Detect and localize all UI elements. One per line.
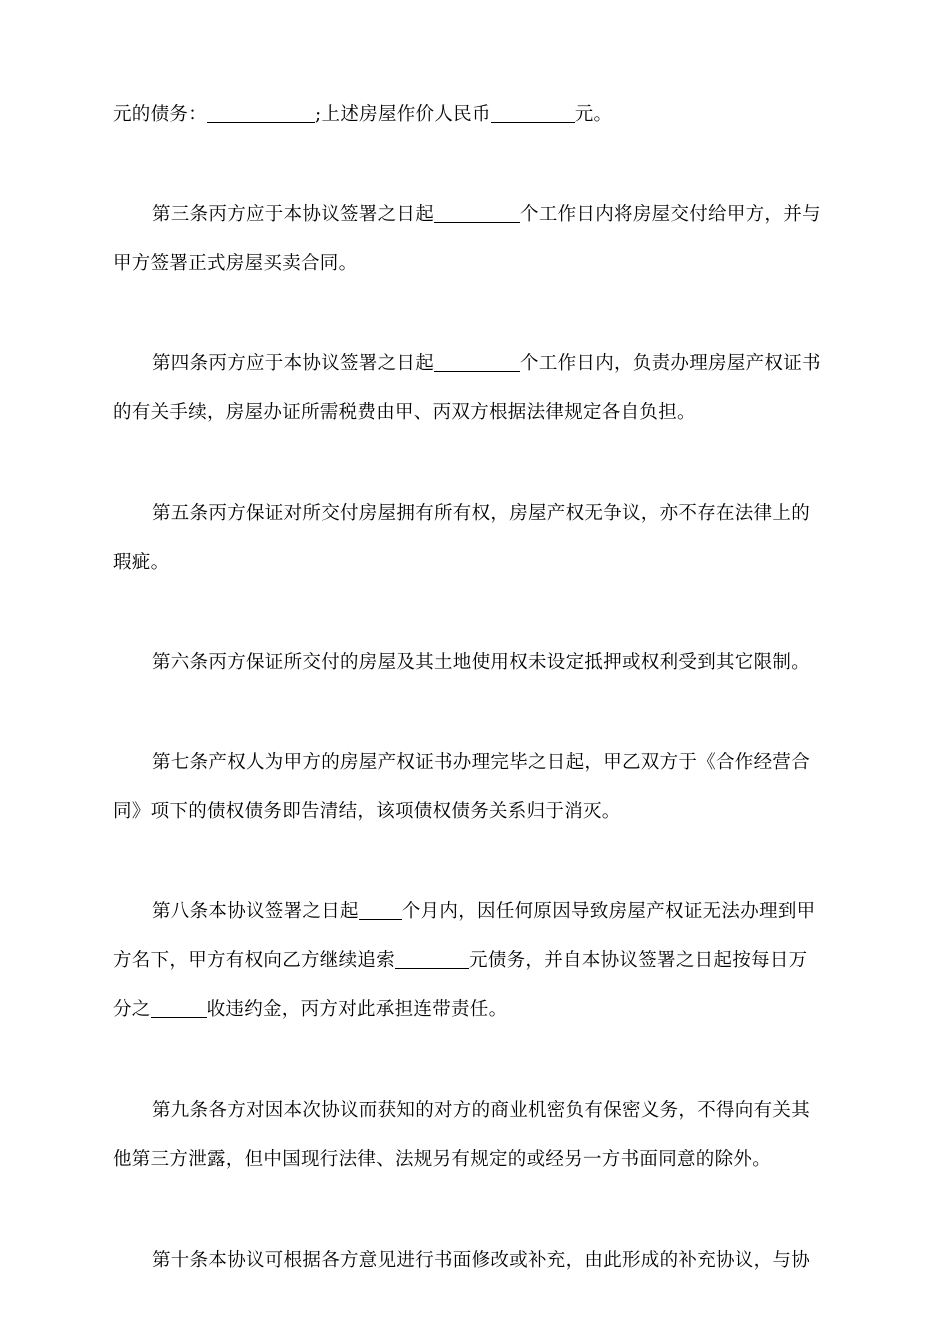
- text-run: 收违约金，丙方对此承担连带责任。: [206, 999, 508, 1020]
- debt-and-price-clause: [113, 90, 835, 139]
- text-line: [113, 90, 835, 139]
- text-run: 他第三方泄露，但中国现行法律、法规另有规定的或经另一方书面同意的除外。: [113, 1149, 772, 1170]
- text-line: [113, 538, 835, 587]
- text-run: 同》项下的债权债务即告清结，该项债权债务关系归于消灭。: [113, 801, 621, 822]
- text-run: 个工作日内，负责办理房屋产权证书: [520, 353, 821, 374]
- text-line: [113, 190, 835, 239]
- text-run: 元债务，并自本协议签署之日起按每日万: [469, 950, 808, 971]
- text-line: [113, 738, 835, 787]
- text-run: 个工作日内将房屋交付给甲方，并与: [520, 204, 821, 225]
- text-run: 甲方签署正式房屋买卖合同。: [113, 253, 358, 274]
- text-line: [113, 1135, 835, 1184]
- fill-in-blank[interactable]: [491, 101, 575, 122]
- text-line: [113, 239, 835, 288]
- text-line: [113, 985, 835, 1034]
- text-run: 第七条产权人为甲方的房屋产权证书办理完毕之日起，甲乙双方于《合作经营合: [152, 752, 811, 773]
- article-9: [113, 1086, 835, 1184]
- text-run: ;上述房屋作价人民币: [315, 104, 491, 125]
- article-10: [113, 1236, 835, 1285]
- article-6: [113, 638, 835, 687]
- text-line: [113, 388, 835, 437]
- text-run: 第六条丙方保证所交付的房屋及其土地使用权未设定抵押或权利受到其它限制。: [152, 652, 811, 673]
- text-line: [113, 887, 835, 936]
- text-line: [113, 1236, 835, 1285]
- text-line: [113, 1086, 835, 1135]
- article-7: [113, 738, 835, 836]
- text-run: 第九条各方对因本次协议而获知的对方的商业机密负有保密义务，不得向有关其: [152, 1100, 811, 1121]
- text-run: 第四条丙方应于本协议签署之日起: [152, 353, 435, 374]
- text-run: 元。: [574, 104, 613, 125]
- fill-in-blank[interactable]: [434, 201, 520, 222]
- text-run: 第八条本协议签署之日起: [152, 901, 359, 922]
- text-run: 瑕疵。: [113, 552, 170, 573]
- text-run: 第三条丙方应于本协议签署之日起: [152, 204, 435, 225]
- text-run: 第十条本协议可根据各方意见进行书面修改或补充，由此形成的补充协议，与协: [152, 1250, 811, 1271]
- text-line: [113, 787, 835, 836]
- text-run: 第五条丙方保证对所交付房屋拥有所有权，房屋产权无争议，亦不存在法律上的: [152, 503, 811, 524]
- text-line: [113, 936, 835, 985]
- fill-in-blank[interactable]: [395, 947, 469, 968]
- article-5: [113, 489, 835, 587]
- fill-in-blank[interactable]: [151, 996, 207, 1017]
- article-8: [113, 887, 835, 1034]
- text-run: 分之: [113, 999, 151, 1020]
- article-4: [113, 339, 835, 437]
- text-line: [113, 339, 835, 388]
- fill-in-blank[interactable]: [207, 101, 315, 122]
- text-run: 的有关手续，房屋办证所需税费由甲、丙双方根据法律规定各自负担。: [113, 402, 696, 423]
- fill-in-blank[interactable]: [359, 898, 402, 919]
- text-line: [113, 638, 835, 687]
- text-run: 方名下，甲方有权向乙方继续追索: [113, 950, 396, 971]
- article-3: [113, 190, 835, 288]
- text-line: [113, 489, 835, 538]
- text-run: 元的债务：: [113, 104, 208, 125]
- fill-in-blank[interactable]: [434, 350, 520, 371]
- text-run: 个月内，因任何原因导致房屋产权证无法办理到甲: [401, 901, 816, 922]
